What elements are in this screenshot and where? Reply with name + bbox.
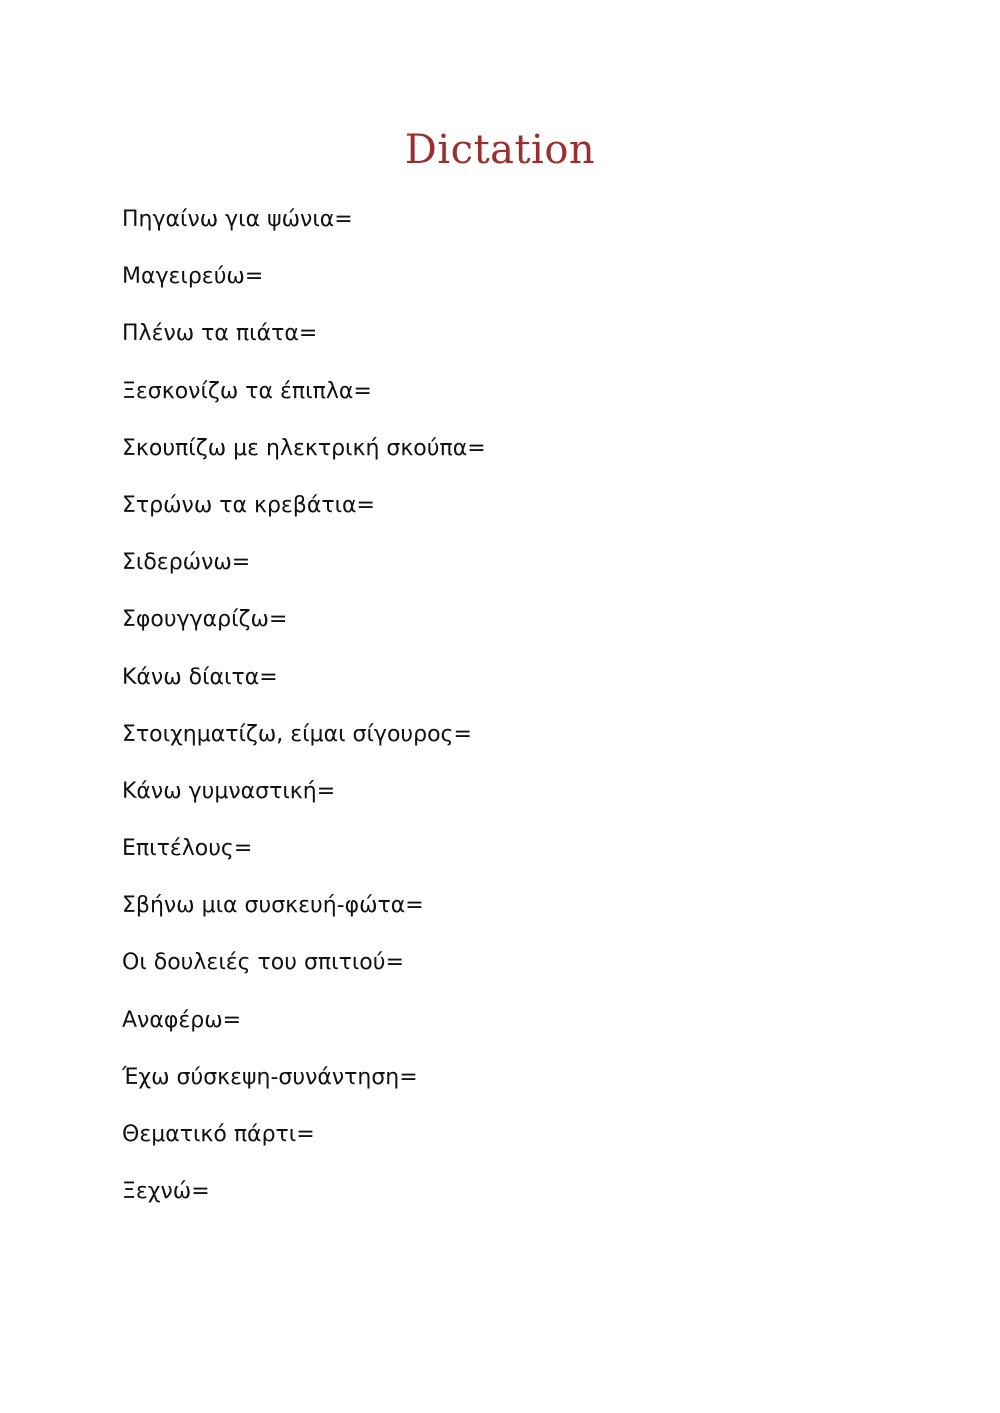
list-item: Θεματικό πάρτι= bbox=[122, 1122, 315, 1147]
list-item: Στοιχηματίζω, είμαι σίγουρος= bbox=[122, 721, 472, 747]
list-item: Στρώνω τα κρεβάτια= bbox=[122, 492, 375, 518]
list-item: Έχω σύσκεψη-συνάντηση= bbox=[122, 1064, 418, 1090]
list-item: Σβήνω μια συσκευή-φώτα= bbox=[122, 893, 424, 919]
list-item: Σκουπίζω με ηλεκτρική σκούπα= bbox=[122, 435, 486, 461]
list-item: Σφουγγαρίζω= bbox=[122, 607, 288, 633]
list-item: Επιτέλους= bbox=[122, 836, 253, 862]
list-item: Ξεσκονίζω τα έπιπλα= bbox=[122, 378, 372, 404]
list-item: Ξεχνώ= bbox=[122, 1179, 210, 1205]
list-item: Μαγειρεύω= bbox=[122, 264, 264, 290]
list-item: Κάνω δίαιτα= bbox=[122, 664, 278, 690]
list-item: Σιδερώνω= bbox=[122, 550, 251, 576]
list-item: Πηγαίνω για ψώνια= bbox=[122, 207, 353, 232]
list-item: Αναφέρω= bbox=[122, 1007, 242, 1033]
page-title: Dictation bbox=[404, 127, 596, 173]
dictation-list bbox=[122, 202, 486, 1231]
list-item: Οι δουλειές του σπιτιού= bbox=[122, 950, 404, 976]
list-item: Κάνω γυμναστική= bbox=[122, 778, 336, 804]
list-item: Πλένω τα πιάτα= bbox=[122, 321, 318, 347]
